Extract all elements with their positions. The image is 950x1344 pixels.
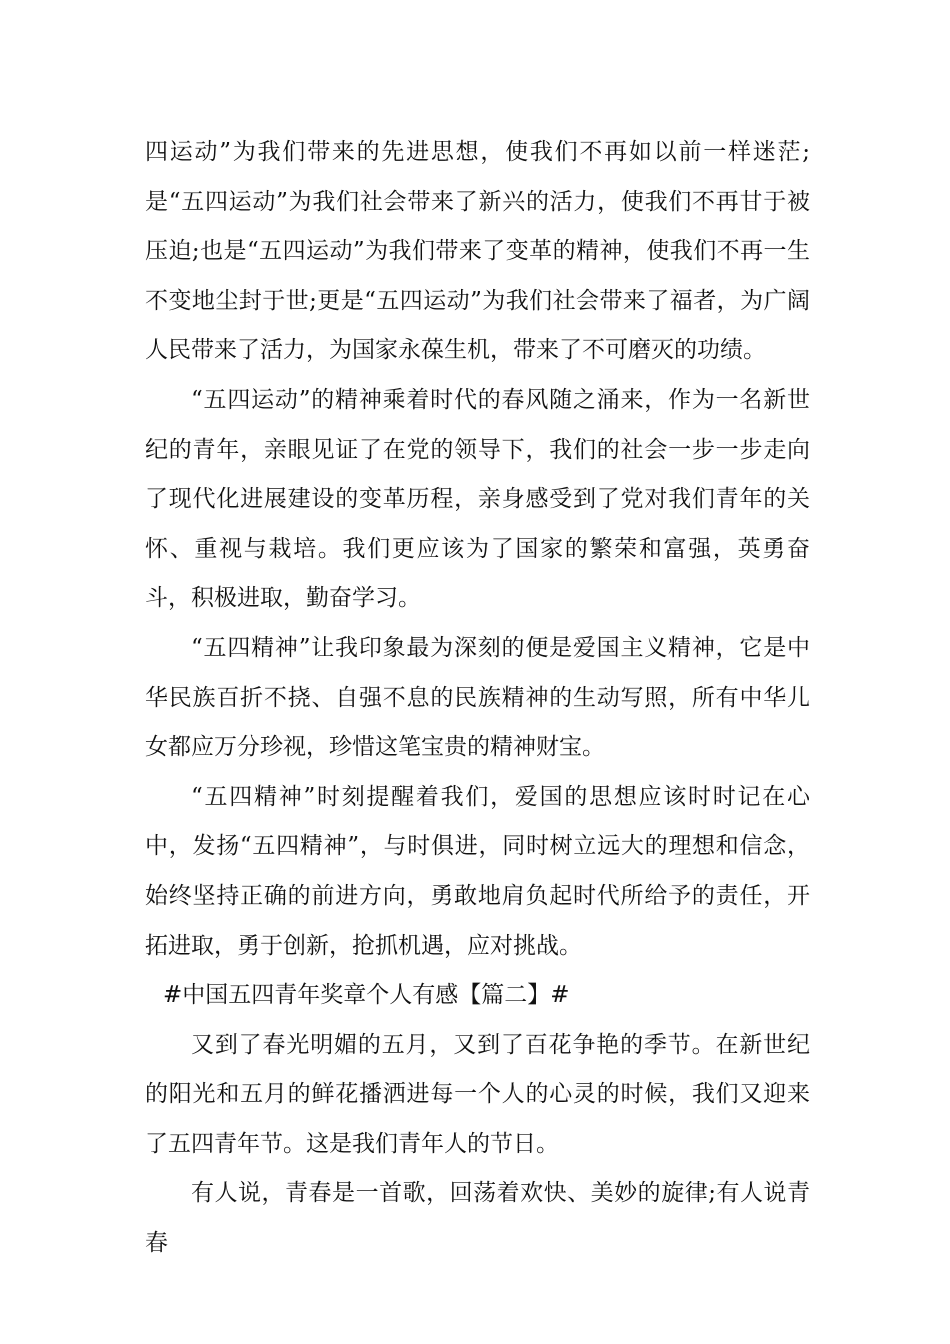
paragraph: “五四精神”时刻提醒着我们，爱国的思想应该时时记在心中，发扬“五四精神”，与时俱进，同时树立远大的理想和信念，始终坚持正确的前进方向，勇敢地肩负起时代所给予的责任，开拓进取，勇于创新，抢抓机遇，应对挑战。 [145, 783, 810, 959]
paragraph: “五四精神”让我印象最为深刻的便是爱国主义精神，它是中华民族百折不挠、自强不息的民族精神的生动写照，所有中华儿女都应万分珍视，珍惜这笔宝贵的精神财宝。 [145, 634, 810, 761]
paragraph: 又到了春光明媚的五月，又到了百花争艳的季节。在新世纪的阳光和五月的鲜花播洒进每一个人的心灵的时候，我们又迎来了五四青年节。这是我们青年人的节日。 [145, 1031, 810, 1157]
paragraph: 有人说，青春是一首歌，回荡着欢快、美妙的旋律;有人说青春 [145, 1180, 810, 1257]
section-heading: #中国五四青年奖章个人有感【篇二】# [163, 982, 570, 1009]
document-body [145, 128, 810, 1269]
paragraph: “五四运动”的精神乘着时代的春风随之涌来，作为一名新世纪的青年，亲眼见证了在党的领导下，我们的社会一步一步走向了现代化进展建设的变革历程，亲身感受到了党对我们青年的关怀、重视与栽培。我们更应该为了国家的繁荣和富强，英勇奋斗，积极进取，勤奋学习。 [145, 386, 810, 612]
paragraph-continuation: 四运动”为我们带来的先进思想，使我们不再如以前一样迷茫;是“五四运动”为我们社会带来了新兴的活力，使我们不再甘于被压迫;也是“五四运动”为我们带来了变革的精神，使我们不再一生不变地尘封于世;更是“五四运动”为我们社会带来了福者，为广阔人民带来了活力，为国家永葆生机，带来了不可磨灭的功绩。 [145, 139, 810, 364]
